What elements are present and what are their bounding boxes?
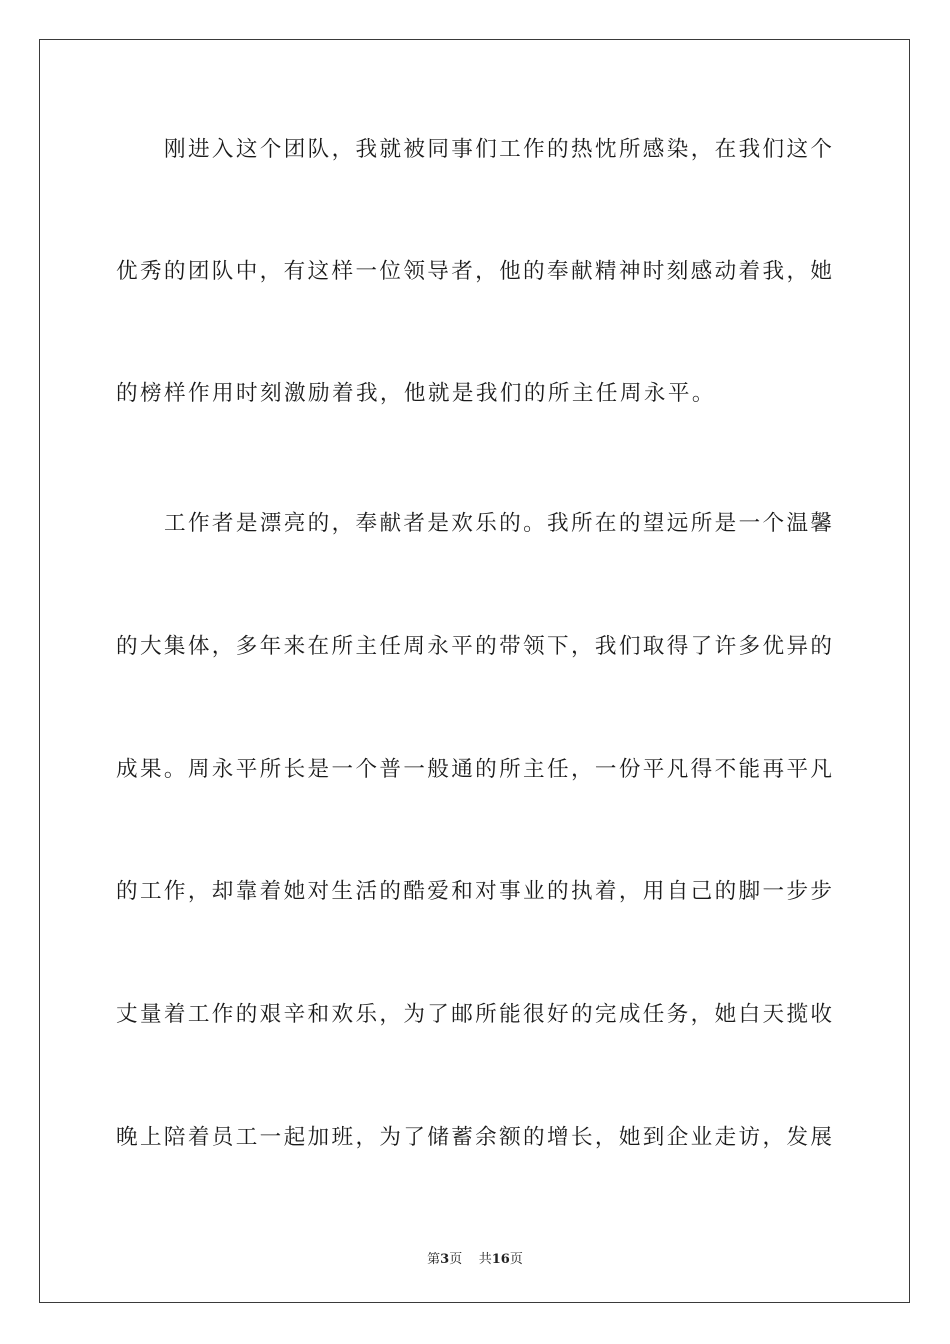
- paragraph-1-line-2: 优秀的团队中，有这样一位领导者，他的奉献精神时刻感动着我，她: [116, 259, 832, 284]
- paragraph-2-line-2: 的大集体，多年来在所主任周永平的带领下，我们取得了许多优异的: [116, 634, 832, 659]
- paragraph-1-line-1: 刚进入这个团队，我就被同事们工作的热忱所感染，在我们这个: [164, 137, 832, 162]
- paragraph-2-line-6: 晚上陪着员工一起加班，为了储蓄余额的增长，她到企业走访，发展: [116, 1125, 832, 1150]
- footer-prefix: 第: [427, 1252, 441, 1267]
- current-page-number: 3: [440, 1252, 450, 1267]
- paragraph-2-line-4: 的工作，却靠着她对生活的酷爱和对事业的执着，用自己的脚一步步: [116, 879, 832, 904]
- total-pages-number: 16: [491, 1252, 510, 1267]
- paragraph-2-line-1: 工作者是漂亮的，奉献者是欢乐的。我所在的望远所是一个温馨: [164, 511, 832, 536]
- footer-total-unit: 页: [509, 1252, 523, 1267]
- paragraph-1-line-3: 的榜样作用时刻激励着我，他就是我们的所主任周永平。: [116, 381, 716, 406]
- footer-total-prefix: 共: [478, 1252, 492, 1267]
- paragraph-2-line-5: 丈量着工作的艰辛和欢乐，为了邮所能很好的完成任务，她白天揽收: [116, 1002, 832, 1027]
- page-border: [39, 39, 910, 1303]
- page-footer: [0, 1248, 950, 1267]
- paragraph-2-line-3: 成果。周永平所长是一个普一般通的所主任，一份平凡得不能再平凡: [116, 757, 832, 782]
- footer-page-unit: 页: [449, 1252, 463, 1267]
